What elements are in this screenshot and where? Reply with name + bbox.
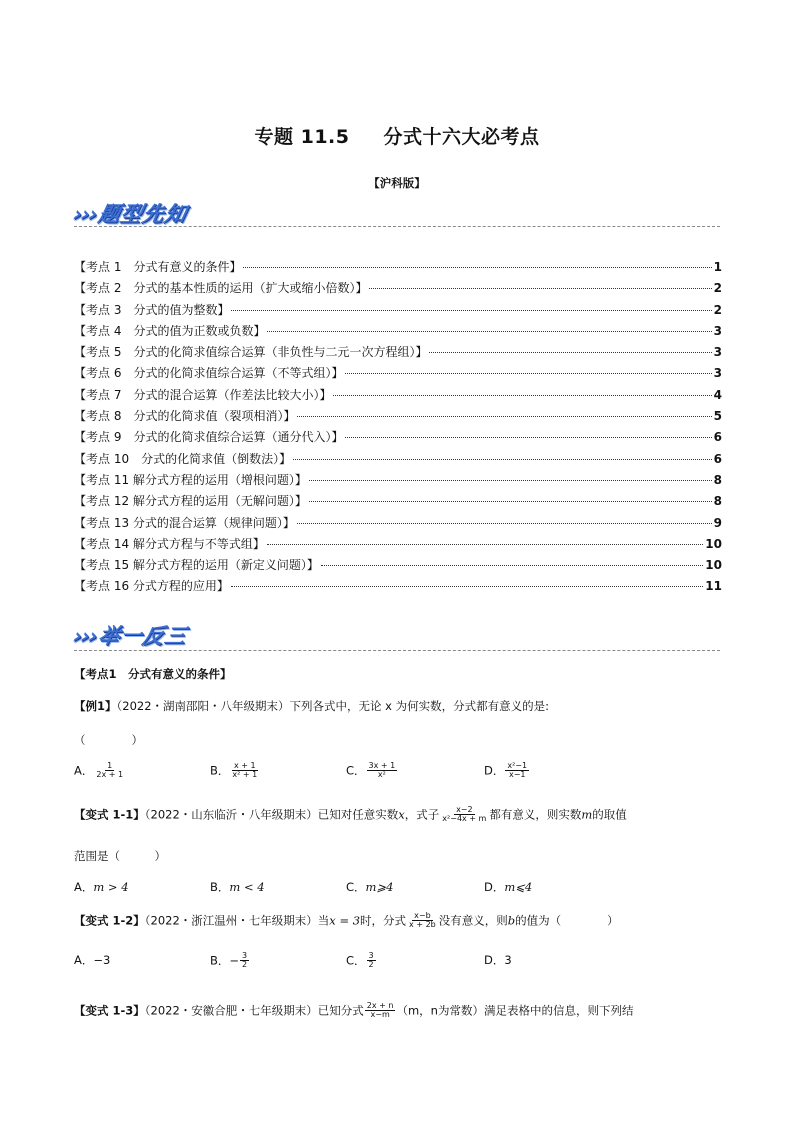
toc-item[interactable] — [74, 535, 722, 556]
toc-item[interactable] — [74, 471, 722, 492]
toc-item[interactable] — [74, 450, 722, 471]
toc-leader — [321, 565, 703, 566]
toc-item[interactable] — [74, 407, 722, 428]
toc-item[interactable] — [74, 514, 722, 535]
toc-label: 【考点 12 解分式方程的运用（无解问题）】 — [74, 494, 307, 509]
toc-item[interactable] — [74, 279, 722, 300]
toc-label: 【考点 9 分式的化简求值综合运算（通分代入）】 — [74, 430, 344, 445]
toc-item[interactable] — [74, 492, 722, 513]
banner-question-types — [71, 198, 190, 228]
example-1-options — [74, 762, 722, 790]
example-tag: 【例1】 — [74, 699, 117, 713]
option-a: A．−3 — [74, 953, 111, 967]
toc-leader — [231, 586, 703, 587]
toc-leader — [267, 544, 703, 545]
banner-text: 举一反三 — [96, 624, 190, 648]
option-a: A．m > 4 — [74, 880, 129, 894]
toc-label: 【考点 3 分式的值为整数】 — [74, 302, 230, 317]
option-c: C． $\frac{3x + 1}{\text{x²}}$ — [346, 761, 396, 780]
toc-item[interactable] — [74, 386, 722, 407]
banner-arrows-icon: ››› — [71, 202, 100, 226]
variant-1-2: 【变式 1-2】（2022・浙江温州・七年级期末）当x = 3时，分式 $\frac{x-b}{x + 2b}$ 没有意义，则b的值为（ ） — [74, 911, 619, 930]
toc-page-number: 10 — [705, 558, 722, 573]
toc-label: 【考点 2 分式的基本性质的运用（扩大或缩小倍数）】 — [74, 281, 368, 296]
example-text: （2022・湖南邵阳・八年级期末）下列各式中，无论 x 为何实数，分式都有意义的是: — [116, 699, 550, 713]
toc-page-number: 3 — [713, 345, 722, 360]
toc-leader — [309, 480, 712, 481]
option-c: C． $\frac{3}{2}$ — [346, 951, 374, 970]
example-1 — [74, 698, 549, 714]
variant-1-1: 【变式 1-1】（2022・山东临沂・八年级期末）已知对任意实数x，式子 $\frac{x-2}{\text{x²−4x + m}}$ 都有意义，则实数m的取值 — [74, 805, 627, 824]
toc-page-number: 2 — [713, 302, 722, 317]
toc-leader — [333, 395, 711, 396]
toc-leader — [297, 416, 711, 417]
section-heading: 【考点1 分式有意义的条件】 — [74, 667, 232, 681]
option-a: A． $\frac{1}{2x + 1}$ — [74, 761, 124, 780]
divider — [74, 226, 720, 227]
toc-item[interactable] — [74, 322, 722, 343]
toc-label: 【考点 7 分式的混合运算（作差法比较大小）】 — [74, 387, 332, 402]
option-b: B．− $\frac{3}{2}$ — [210, 951, 248, 970]
banner-text: 题型先知 — [96, 202, 190, 226]
toc-label: 【考点 6 分式的化简求值综合运算（不等式组）】 — [74, 366, 344, 381]
toc-label: 【考点 5 分式的化简求值综合运算（非负性与二元一次方程组）】 — [74, 345, 428, 360]
toc-label: 【考点 13 分式的混合运算（规律问题）】 — [74, 515, 295, 530]
variant-1-3: 【变式 1-3】（2022・安徽合肥・七年级期末）已知分式 $\frac{2x + n}{x-m}$ （m，n为常数）满足表格中的信息，则下列结 — [74, 1001, 634, 1020]
banner-arrows-icon: ››› — [71, 624, 100, 648]
toc-page-number: 11 — [705, 579, 722, 594]
toc-item[interactable] — [74, 258, 722, 279]
variant-1-1-line2: 范围是（ ） — [74, 849, 166, 863]
toc-page-number: 1 — [713, 260, 722, 274]
toc-item[interactable] — [74, 428, 722, 449]
toc-label: 【考点 1 分式有意义的条件】 — [74, 260, 242, 274]
toc-leader — [267, 331, 711, 332]
toc-leader — [369, 288, 711, 289]
toc-page-number: 4 — [713, 387, 722, 402]
toc-leader — [243, 267, 711, 268]
toc-page-number: 8 — [713, 472, 722, 487]
answer-paren: （ ） — [74, 733, 143, 747]
toc-label: 【考点 14 解分式方程与不等式组】 — [74, 536, 265, 551]
toc-leader — [429, 352, 711, 353]
toc-item[interactable] — [74, 364, 722, 385]
option-b: B．m < 4 — [210, 880, 265, 894]
table-of-contents — [74, 258, 722, 599]
option-d: D．m⩽4 — [484, 880, 533, 894]
toc-page-number: 2 — [713, 281, 722, 296]
toc-page-number: 5 — [713, 409, 722, 424]
banner-examples — [71, 620, 190, 650]
toc-page-number: 6 — [713, 430, 722, 445]
toc-item[interactable] — [74, 556, 722, 577]
option-b: B． $\frac{x + 1}{\text{x² + 1}}$ — [210, 761, 258, 780]
toc-leader — [293, 459, 712, 460]
title-part2: 分式十六大必考点 — [383, 126, 540, 148]
toc-leader — [345, 437, 711, 438]
toc-leader — [231, 310, 711, 311]
toc-label: 【考点 16 分式方程的应用】 — [74, 579, 229, 594]
toc-label: 【考点 8 分式的化简求值（裂项相消）】 — [74, 409, 296, 424]
option-d: D．3 — [484, 953, 512, 967]
edition-label: 【沪科版】 — [368, 176, 426, 190]
toc-leader — [309, 501, 712, 502]
option-d: D． $\frac{\text{x²−1}}{x-1}$ — [484, 761, 528, 780]
toc-item[interactable] — [74, 301, 722, 322]
toc-page-number: 3 — [713, 323, 722, 338]
variant-1-2-options — [74, 952, 722, 980]
variant-1-1-options — [74, 879, 722, 897]
toc-leader — [345, 373, 711, 374]
toc-page-number: 3 — [713, 366, 722, 381]
toc-page-number: 8 — [713, 494, 722, 509]
toc-page-number: 10 — [705, 536, 722, 551]
option-c: C．m⩾4 — [346, 880, 394, 894]
toc-page-number: 6 — [713, 451, 722, 466]
toc-label: 【考点 15 解分式方程的运用（新定义问题）】 — [74, 558, 319, 573]
toc-label: 【考点 4 分式的值为正数或负数】 — [74, 323, 266, 338]
toc-item[interactable] — [74, 577, 722, 598]
toc-label: 【考点 11 解分式方程的运用（增根问题）】 — [74, 472, 307, 487]
toc-page-number: 9 — [713, 515, 722, 530]
toc-label: 【考点 10 分式的化简求值（倒数法）】 — [74, 451, 292, 466]
divider — [74, 650, 720, 651]
title-part1: 专题 11.5 — [254, 126, 350, 148]
toc-item[interactable] — [74, 343, 722, 364]
page-title — [0, 122, 794, 149]
toc-leader — [297, 523, 712, 524]
